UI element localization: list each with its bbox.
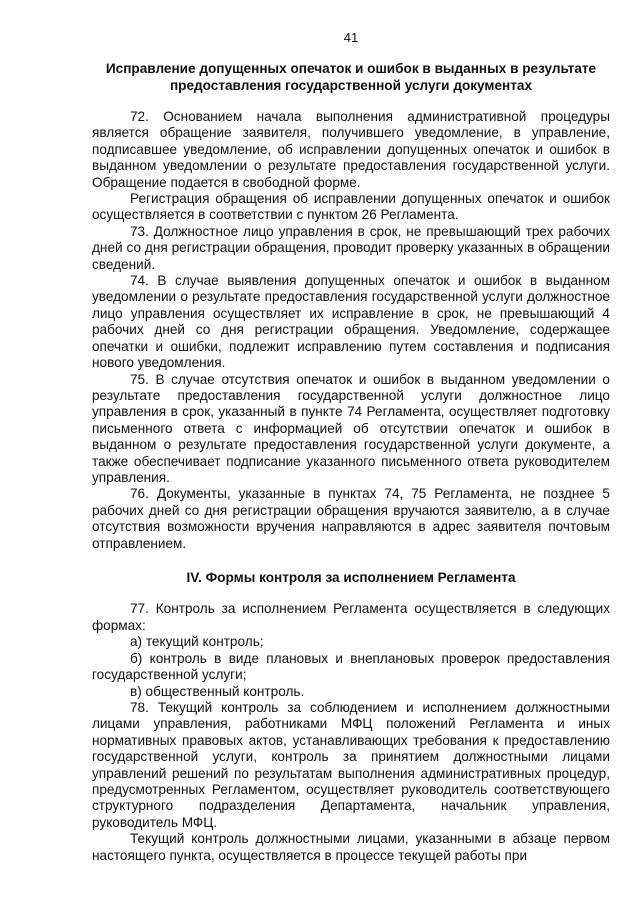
paragraph-78: 78. Текущий контроль за соблюдением и исполнением должностными лицами управления, работниками МФЦ положений Регламента и иных нормативных правовых актов, устанавливающих требования к предоставлению государственной услуги, контроль за принятием должностными лицами управлений решений по результатам выполнения административных процедур, предусмотренных Регламентом, осуществляет руководитель соответствующего структурного подразделения Департамента, начальник управления, руководитель МФЦ. xyxy=(92,699,610,830)
paragraph-current-control: Текущий контроль должностными лицами, указанными в абзаце первом настоящего пункта, осуществляется в процессе текущей работы при xyxy=(92,831,610,863)
paragraph-74: 74. В случае выявления допущенных опечаток и ошибок в выданном уведомлении о результате предоставления государственной услуги должностное лицо управления осуществляет их исправление в срок, не превышающий 4 рабочих дней со дня регистрации обращения. Уведомление, содержащее опечатки и ошибки, подлежит исправлению путем составления и подписания нового уведомления. xyxy=(92,273,610,371)
section-body-corrections xyxy=(92,109,610,552)
section-title-control: IV. Формы контроля за исполнением Регламента xyxy=(186,569,516,585)
list-item-b: б) контроль в виде плановых и внеплановых проверок предоставления государственной услуги; xyxy=(92,650,610,683)
paragraph-72: 72. Основанием начала выполнения административной процедуры является обращение заявителя, получившего уведомление, в управление, подписавшее уведомление, об исправлении допущенных опечаток и ошибок в выданном уведомлении о результате предоставления государственной услуги. Обращение подается в свободной форме. xyxy=(92,109,610,190)
paragraph-75: 75. В случае отсутствия опечаток и ошибок в выданном уведомлении о результате предоставления государственной услуги должностное лицо управления в срок, указанный в пункте 74 Регламента, осуществляет подготовку письменного ответа с информацией об отсутствии опечаток и ошибок в выданном о результате предоставления государственной услуги документе, а также обеспечивает подписание указанного письменного ответа руководителем управления. xyxy=(92,371,610,485)
paragraph-77: 77. Контроль за исполнением Регламента осуществляется в следующих формах: xyxy=(92,601,610,633)
list-item-c: в) общественный контроль. xyxy=(130,683,305,699)
page-number: 41 xyxy=(343,30,359,45)
paragraph-73: 73. Должностное лицо управления в срок, не превышающий трех рабочих дней со дня регистрации обращения, проводит проверку указанных в обращении сведений. xyxy=(92,223,610,272)
list-item-a: а) текущий контроль; xyxy=(130,634,264,650)
section-title-corrections: Исправление допущенных опечаток и ошибок в выданных в результате предоставления государственной услуги документах xyxy=(105,61,597,93)
paragraph-76: 76. Документы, указанные в пунктах 74, 75 Регламента, не позднее 5 рабочих дней со дня регистрации обращения вручаются заявителю, а в случае отсутствия возможности вручения направляются в адрес заявителя почтовым отправлением. xyxy=(92,486,610,551)
paragraph-registration: Регистрация обращения об исправлении допущенных опечаток и ошибок осуществляется в соответствии с пунктом 26 Регламента. xyxy=(92,191,610,223)
section-body-control xyxy=(92,601,610,864)
